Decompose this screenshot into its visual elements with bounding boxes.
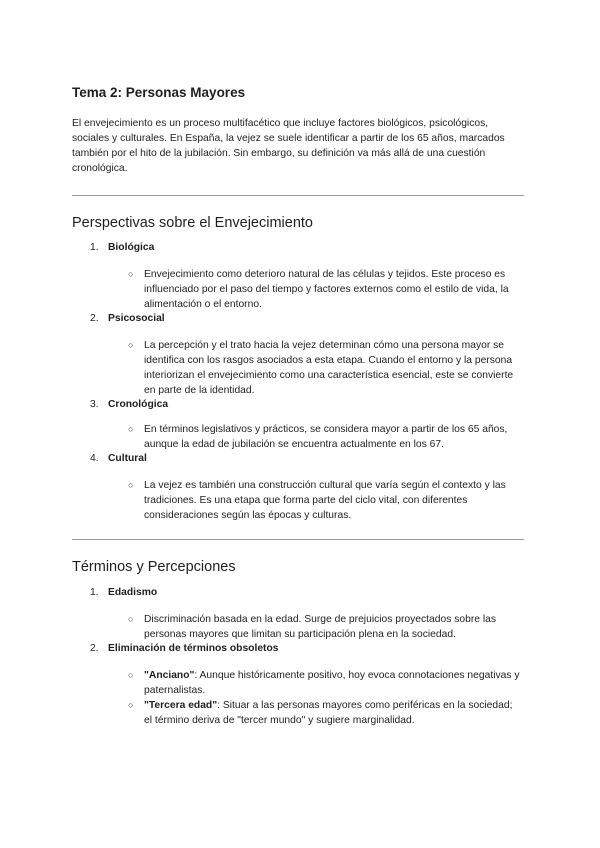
list-item-title — [72, 241, 526, 255]
divider — [72, 539, 524, 540]
circle-bullet-icon: ○ — [128, 424, 134, 434]
list-item-label: Psicosocial — [108, 313, 165, 324]
sub-list-item — [72, 338, 526, 398]
sub-list — [72, 612, 526, 642]
terms-list — [72, 586, 526, 728]
circle-bullet-icon: ○ — [128, 269, 134, 279]
list-number: 1. — [90, 587, 99, 598]
sub-list — [72, 668, 526, 728]
sub-list-item — [72, 267, 526, 312]
intro-paragraph: El envejecimiento es un proceso multifacético que incluye factores biológicos, psicológicos, sociales y culturales. En España, la vejez se suele identificar a partir de los 65 años, marcados también por el hito de la jubilación. Sin embargo, su definición va más allá de una cuestión cronológica. — [72, 118, 505, 174]
sub-list-item — [72, 612, 526, 642]
sub-list-item — [72, 478, 526, 523]
list-item — [72, 312, 526, 398]
sub-list — [72, 422, 526, 452]
list-item-title — [72, 312, 526, 326]
list-item-label: Eliminación de términos obsoletos — [108, 643, 279, 654]
sub-list-text: Envejecimiento como deterioro natural de las células y tejidos. Este proceso es influenciado por el paso del tiempo y factores externos como el estilo de vida, la alimentación o el entorno. — [144, 269, 509, 310]
circle-bullet-icon: ○ — [128, 614, 134, 624]
circle-bullet-icon: ○ — [128, 480, 134, 490]
perspectives-list — [72, 241, 526, 523]
list-number: 2. — [90, 643, 99, 654]
list-item-title — [72, 586, 526, 600]
list-item — [72, 586, 526, 642]
sub-list-text: Discriminación basada en la edad. Surge de prejuicios proyectados sobre las personas mayores que limitan su participación plena en la sociedad. — [144, 614, 497, 640]
list-item-label: Cronológica — [108, 399, 169, 410]
sub-list-text: : Situar a las personas mayores como periféricas en la sociedad; el término deriva de "tercer mundo" y sugiere marginalidad. — [144, 700, 513, 726]
list-number: 2. — [90, 313, 99, 324]
list-item-label: Cultural — [108, 453, 147, 464]
list-item-title — [72, 398, 526, 412]
sub-list — [72, 267, 526, 312]
sub-list-item — [72, 422, 526, 452]
circle-bullet-icon: ○ — [128, 340, 134, 350]
list-number: 1. — [90, 242, 99, 253]
section-heading-perspectivas: Perspectivas sobre el Envejecimiento — [72, 215, 313, 231]
list-item — [72, 452, 526, 523]
document-page — [72, 84, 526, 728]
list-item-title — [72, 452, 526, 466]
list-item-label: Biológica — [108, 242, 155, 253]
term-tercera-edad: "Tercera edad" — [144, 700, 218, 711]
list-item — [72, 241, 526, 312]
list-item-title — [72, 642, 526, 656]
section-heading-terminos: Términos y Percepciones — [72, 559, 236, 575]
sub-list-text: La vejez es también una construcción cultural que varía según el contexto y las tradiciones. Es una etapa que forma parte del ciclo vital, con diferentes consideraciones según las épocas y culturas. — [144, 480, 506, 521]
sub-list-text: En términos legislativos y prácticos, se considera mayor a partir de los 65 años, aunque la edad de jubilación se encuentra actualmente en los 67. — [144, 424, 508, 450]
list-item — [72, 642, 526, 728]
sub-list-text: : Aunque históricamente positivo, hoy evoca connotaciones negativas y paternalistas. — [144, 670, 520, 696]
list-item-label: Edadismo — [108, 587, 158, 598]
sub-list — [72, 478, 526, 523]
circle-bullet-icon: ○ — [128, 700, 134, 710]
term-anciano: "Anciano" — [144, 670, 195, 681]
sub-list-item — [72, 698, 526, 728]
sub-list-text: La percepción y el trato hacia la vejez determinan cómo una persona mayor se identifica con los rasgos asociados a esta etapa. Cuando el entorno y la persona interiorizan el envejecimiento como una característica esencial, este se convierte en parte de la identidad. — [144, 340, 514, 396]
list-number: 3. — [90, 399, 99, 410]
page-title: Tema 2: Personas Mayores — [72, 85, 246, 100]
sub-list-item — [72, 668, 526, 698]
divider — [72, 195, 524, 196]
list-item — [72, 398, 526, 452]
list-number: 4. — [90, 453, 99, 464]
circle-bullet-icon: ○ — [128, 670, 134, 680]
sub-list — [72, 338, 526, 398]
